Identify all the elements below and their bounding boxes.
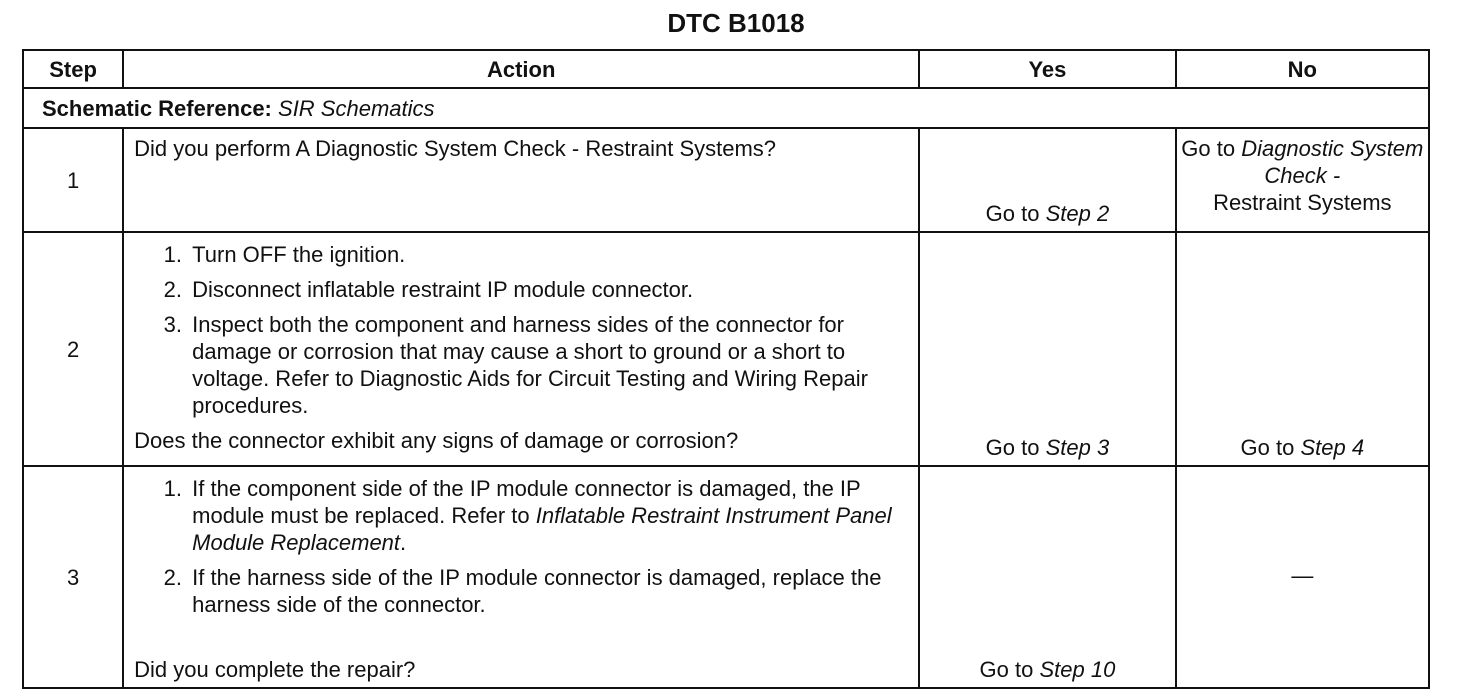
no-cell — [1176, 128, 1429, 232]
yes-cell — [919, 128, 1175, 232]
list-item: 2. Disconnect inflatable restraint IP module connector. — [188, 276, 908, 303]
no-cell — [1176, 232, 1429, 466]
no-cell: — — [1176, 466, 1429, 688]
yes-step-link: Step 10 — [1039, 657, 1116, 682]
action-question: Did you complete the repair? — [134, 657, 416, 682]
yes-cell — [919, 466, 1175, 688]
header-step: Step — [23, 50, 123, 88]
page-title: DTC B1018 — [667, 8, 805, 38]
yes-prefix: Go to — [985, 201, 1040, 226]
list-item: 1. Turn OFF the ignition. — [188, 241, 908, 268]
list-item: 1. If the component side of the IP module connector is damaged, the IP module must be replaced. Refer to Inflatable Restraint Instrument Panel Module Replacement. — [188, 475, 908, 556]
table-row-step-1 — [23, 128, 1429, 232]
table-row-step-3 — [23, 466, 1429, 688]
action-question: Does the connector exhibit any signs of damage or corrosion? — [134, 428, 739, 453]
schematic-reference — [23, 88, 1429, 128]
schematic-link: SIR Schematics — [278, 95, 435, 121]
header-yes: Yes — [919, 50, 1175, 88]
step-number: 2 — [23, 232, 123, 466]
yes-step-link: Step 2 — [1045, 201, 1110, 226]
diagnostic-table — [22, 49, 1430, 689]
yes-prefix: Go to — [985, 435, 1040, 460]
action-question: Did you perform A Diagnostic System Check - Restraint Systems? — [134, 136, 777, 161]
step-number: 3 — [23, 466, 123, 688]
no-prefix: Go to — [1240, 435, 1295, 460]
schematic-row — [23, 88, 1429, 128]
no-suffix: Restraint Systems — [1213, 190, 1392, 215]
no-step-link: Step 4 — [1300, 435, 1365, 460]
yes-step-link: Step 3 — [1045, 435, 1110, 460]
header-action: Action — [123, 50, 919, 88]
step-number: 1 — [23, 128, 123, 232]
action-steps-list — [134, 475, 908, 618]
action-cell — [123, 232, 919, 466]
yes-cell — [919, 232, 1175, 466]
table-row-step-2 — [23, 232, 1429, 466]
action-cell — [123, 466, 919, 688]
action-steps-list — [134, 241, 908, 419]
no-diagnostic-link: Diagnostic System Check - — [1241, 136, 1424, 188]
schematic-label: Schematic Reference: — [42, 95, 272, 121]
replacement-procedure-link: Inflatable Restraint Instrument Panel Module Replacement — [192, 503, 892, 555]
action-cell — [123, 128, 919, 232]
list-item: 2. If the harness side of the IP module connector is damaged, replace the harness side of the connector. — [188, 564, 908, 618]
yes-prefix: Go to — [979, 657, 1034, 682]
header-row — [23, 50, 1429, 88]
list-item: 3. Inspect both the component and harness sides of the connector for damage or corrosion that may cause a short to ground or a short to voltage. Refer to Diagnostic Aids for Circuit Testing and Wiring Repair procedures. — [188, 311, 908, 419]
header-no: No — [1176, 50, 1429, 88]
no-prefix: Go to — [1181, 136, 1236, 161]
